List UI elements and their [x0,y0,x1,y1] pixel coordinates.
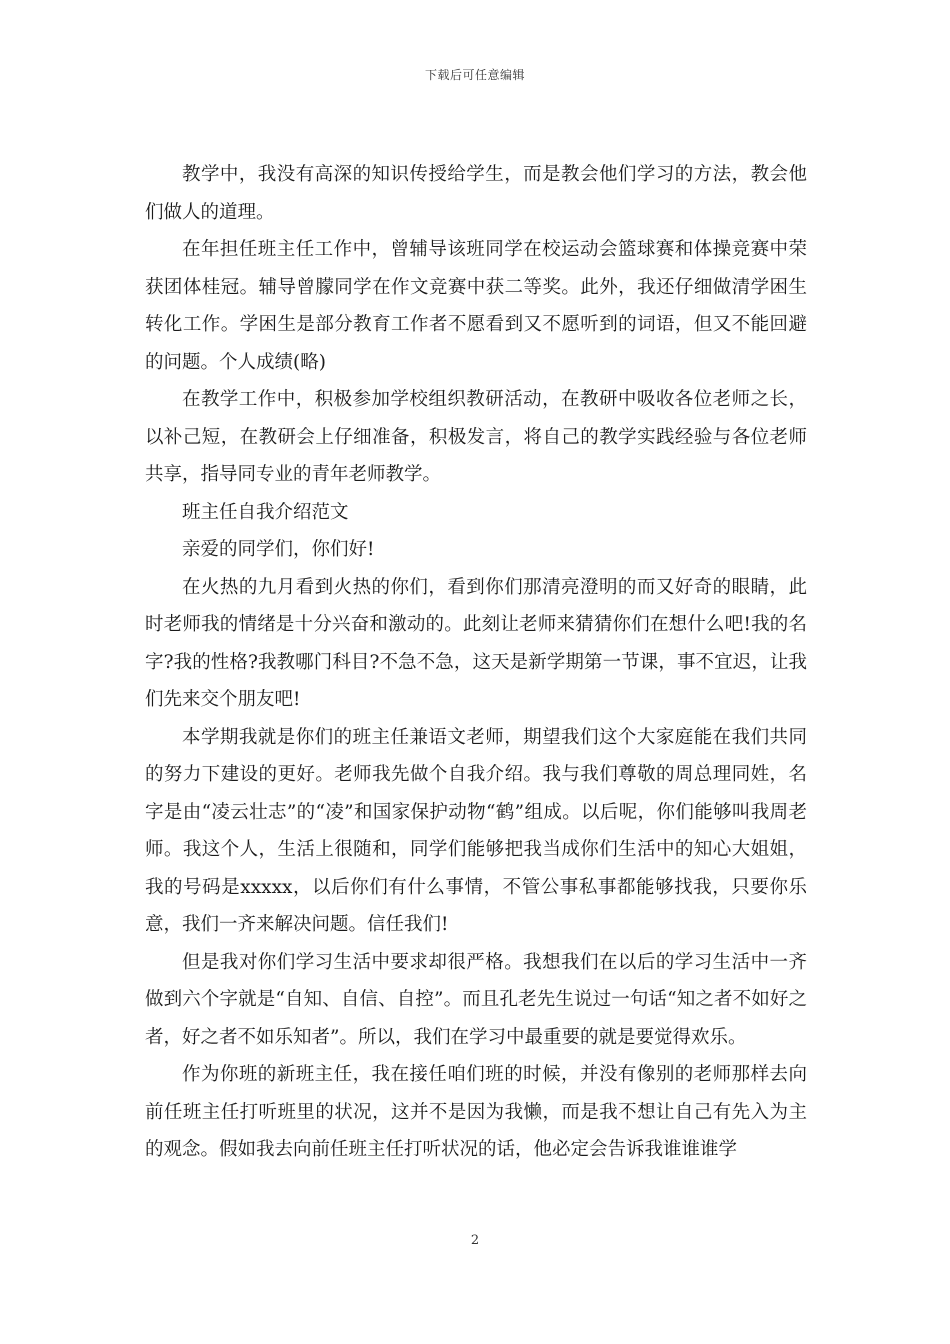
paragraph-8: 但是我对你们学习生活中要求却很严格。我想我们在以后的学习生活中一齐做到六个字就是“自知、自信、自控”。而且孔老先生说过一句话“知之者不如好之者，好之者不如乐知者”。所以，我们在学习中最重要的就是要觉得欢乐。 [145,951,807,1048]
paragraph-7: 本学期我就是你们的班主任兼语文老师，期望我们这个大家庭能在我们共同的努力下建设的更好。老师我先做个自我介绍。我与我们尊敬的周总理同姓，名字是由“凌云壮志”的“凌”和国家保护动物“鹤”组成。以后呢，你们能够叫我周老师。我这个人，生活上很随和，同学们能够把我当成你们生活中的知心大姐姐，我的号码是xxxxx，以后你们有什么事情，不管公事私事都能够找我，只要你乐意，我们一齐来解决问题。信任我们! [145,726,807,935]
greeting: 亲爱的同学们，你们好! [182,539,375,560]
page-number: 2 [470,1233,480,1248]
paragraph-6: 在火热的九月看到火热的你们，看到你们那清亮澄明的而又好奇的眼睛，此时老师我的情绪是十分兴奋和激动的。此刻让老师来猜猜你们在想什么吧!我的名字?我的性格?我教哪门科目?不急不急，这天是新学期第一节课，事不宜迟，让我们先来交个朋友吧! [145,576,807,710]
paragraph-2: 在年担任班主任工作中，曾辅导该班同学在校运动会篮球赛和体操竞赛中荣获团体桂冠。辅导曾朦同学在作文竞赛中获二等奖。此外，我还仔细做清学困生转化工作。学困生是部分教育工作者不愿看到又不愿听到的词语，但又不能回避的问题。个人成绩(略) [145,239,807,373]
document-body [145,156,807,1169]
page-header: 下载后可任意编辑 [424,68,525,82]
paragraph-3: 在教学工作中，积极参加学校组织教研活动，在教研中吸收各位老师之长，以补己短，在教研会上仔细准备，积极发言，将自己的教学实践经验与各位老师共享，指导同专业的青年老师教学。 [145,389,807,485]
paragraph-9: 作为你班的新班主任，我在接任咱们班的时候，并没有像别的老师那样去向前任班主任打听班里的状况，这并不是因为我懒，而是我不想让自己有先入为主的观念。假如我去向前任班主任打听状况的话，他必定会告诉我谁谁谁学 [145,1064,807,1160]
paragraph-1: 教学中，我没有高深的知识传授给学生，而是教会他们学习的方法，教会他们做人的道理。 [145,164,807,223]
section-title: 班主任自我介绍范文 [182,501,349,523]
